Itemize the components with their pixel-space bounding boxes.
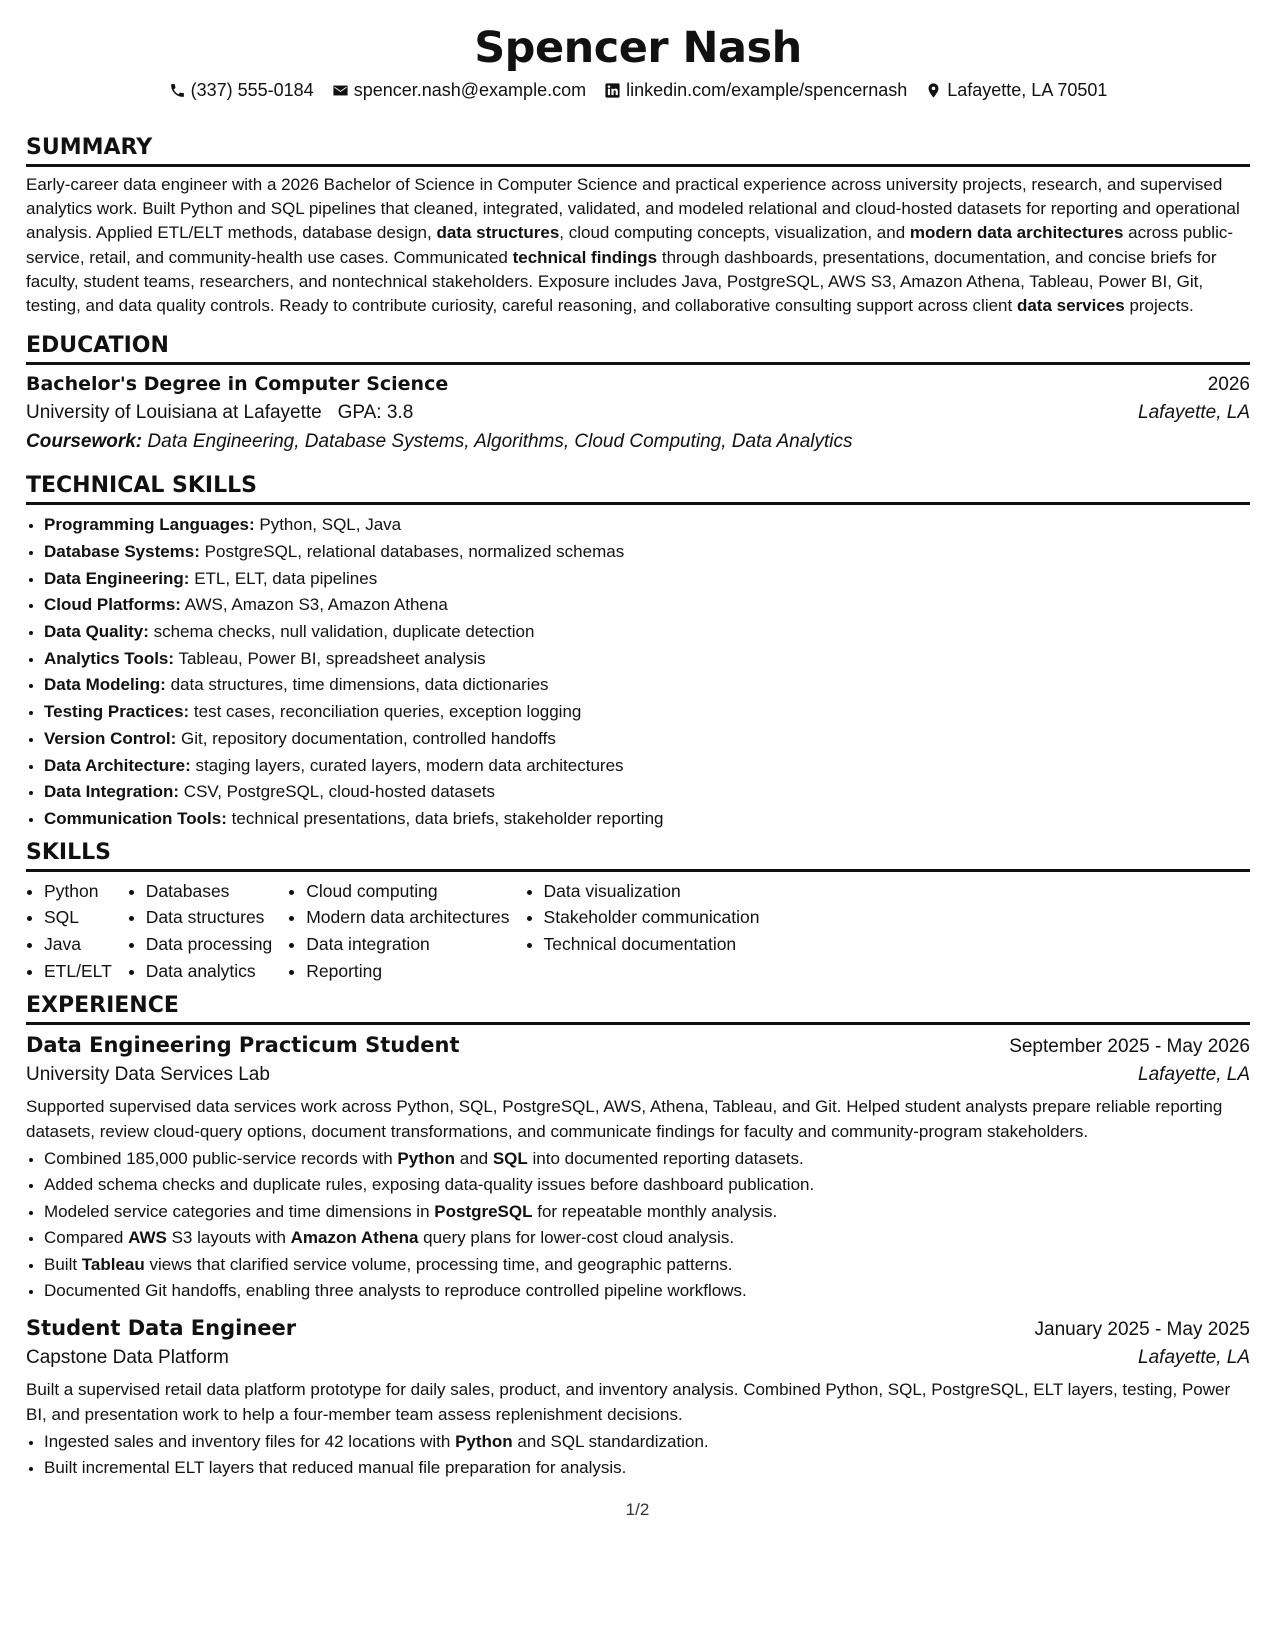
technical-skill-item: [44, 646, 1250, 673]
skills-column: [288, 878, 509, 985]
text-segment: Added schema checks and duplicate rules, exposing data-quality issues before dashboard publication.: [44, 1175, 815, 1195]
skills-column: [128, 878, 272, 985]
skill-category: Data Engineering:: [44, 568, 190, 588]
job-bullet: [44, 1278, 1250, 1304]
skill-item: • Modern data architectures: [306, 904, 509, 931]
technical-skill-item: [44, 726, 1250, 753]
job-entry: [26, 1316, 1250, 1481]
skill-item: • Data analytics: [146, 958, 272, 985]
job-organization: University Data Services Lab: [26, 1064, 270, 1086]
skill-category: Data Architecture:: [44, 755, 191, 775]
coursework-label: Coursework:: [26, 431, 143, 453]
job-location: Lafayette, LA: [1138, 1064, 1250, 1086]
job-summary: Supported supervised data services work across Python, SQL, PostgreSQL, AWS, Athena, Tableau, and Git. Helped student analysts prepare reliable reporting datasets, review cloud-query options, document transformations, and communicate findings for faculty and community-program stakeholders.: [26, 1097, 1223, 1141]
text-segment: and: [455, 1148, 493, 1168]
school-info: [26, 401, 413, 425]
text-segment: for repeatable monthly analysis.: [532, 1201, 778, 1221]
skill-values: CSV, PostgreSQL, cloud-hosted datasets: [183, 782, 496, 802]
skill-category: Programming Languages:: [44, 515, 255, 535]
skill-item: • Databases: [146, 878, 272, 905]
skill-item: • ETL/ELT: [44, 958, 112, 985]
degree-year: 2026: [1207, 374, 1250, 396]
job-title: Data Engineering Practicum Student: [26, 1033, 460, 1058]
skill-category: Analytics Tools:: [44, 648, 175, 668]
text-segment: S3 layouts with: [166, 1228, 291, 1248]
text-segment: projects.: [1124, 296, 1194, 316]
text-segment: through dashboards, presentations, documentation, and concise briefs for faculty, student teams, researchers, and nontechnical stakeholders. Exposure includes Java, PostgreSQL, AWS S3, Amazon Athena, Tableau, Power BI, Git, testing, and data quality controls. Ready to contribute curiosity, careful reasoning, and collaborative consulting support across client: [26, 247, 1217, 316]
skill-item: • SQL: [44, 904, 112, 931]
linkedin-icon: [604, 82, 621, 99]
skill-item: • Data visualization: [544, 878, 760, 905]
degree-row: [26, 373, 1250, 396]
skill-item: • Stakeholder communication: [544, 904, 760, 931]
job-org-row: [26, 1346, 1250, 1370]
job-organization: Capstone Data Platform: [26, 1347, 229, 1369]
job-bullet: [44, 1146, 1250, 1172]
contact-email[interactable]: [332, 78, 586, 102]
technical-skills-list: [26, 512, 1250, 832]
skill-values: schema checks, null validation, duplicate detection: [153, 622, 535, 642]
skill-category: Database Systems:: [44, 541, 200, 561]
text-segment: Ingested sales and inventory files for 42 locations with: [44, 1431, 456, 1451]
skill-item: • Data integration: [306, 931, 509, 958]
skills-columns: [26, 878, 1250, 985]
text-segment: Built: [44, 1254, 82, 1274]
skills-column: [26, 878, 112, 985]
experience-list: [26, 1033, 1250, 1481]
skill-values: PostgreSQL, relational databases, normalized schemas: [204, 541, 625, 561]
text-segment: across public-service, retail, and community-health use cases. Communicated: [26, 223, 1234, 267]
bold-term: data structures: [436, 223, 560, 243]
contact-phone: [169, 78, 314, 102]
skill-item: • Python: [44, 878, 112, 905]
summary-heading: SUMMARY: [26, 134, 1250, 167]
skill-values: staging layers, curated layers, modern data architectures: [195, 755, 624, 775]
skill-item: • Data processing: [146, 931, 272, 958]
bold-term: Python: [397, 1148, 456, 1168]
job-dates: January 2025 - May 2025: [1034, 1319, 1250, 1341]
technical-skill-item: [44, 672, 1250, 699]
technical-skill-item: [44, 512, 1250, 539]
text-segment: Built incremental ELT layers that reduced manual file preparation for analysis.: [44, 1458, 627, 1478]
skill-item: • Reporting: [306, 958, 509, 985]
skill-category: Data Modeling:: [44, 675, 166, 695]
bold-term: Python: [455, 1431, 513, 1451]
job-bullet: [44, 1455, 1250, 1481]
map-pin-icon: [925, 82, 942, 99]
skill-category: Testing Practices:: [44, 702, 190, 722]
email-icon: [332, 82, 349, 99]
text-segment: views that clarified service volume, processing time, and geographic patterns.: [144, 1254, 733, 1274]
bold-term: Amazon Athena: [290, 1228, 419, 1248]
job-org-row: [26, 1063, 1250, 1087]
job-dates: September 2025 - May 2026: [1009, 1036, 1250, 1058]
skill-values: data structures, time dimensions, data dictionaries: [170, 675, 549, 695]
bold-term: Tableau: [81, 1254, 145, 1274]
skill-item: • Technical documentation: [544, 931, 760, 958]
technical-skill-item: [44, 779, 1250, 806]
job-bullet: [44, 1172, 1250, 1198]
job-title-row: [26, 1033, 1250, 1058]
job-summary: Built a supervised retail data platform prototype for daily sales, product, and inventory analysis. Combined Python, SQL, PostgreSQL, ELT layers, testing, Power BI, and presentation work to help a four-member team assess replenishment decisions.: [26, 1380, 1231, 1424]
contact-location: [925, 78, 1107, 102]
technical-skill-item: [44, 806, 1250, 833]
text-segment: Combined 185,000 public-service records with: [44, 1148, 398, 1168]
text-segment: , cloud computing concepts, visualization, and: [559, 223, 910, 243]
bold-term: technical findings: [512, 247, 658, 267]
text-segment: query plans for lower-cost cloud analysis.: [418, 1228, 735, 1248]
text-segment: Early-career data engineer with a 2026 Bachelor of Science in Computer Science and practical experience across university projects, research, and supervised analytics work. Built Python and SQL pipelines that cleaned, integrated, validated, and modeled relational and cloud-hosted datasets for reporting and operational analysis. Applied ETL/ELT methods, database design,: [26, 175, 1240, 243]
contact-bar: [26, 78, 1250, 102]
candidate-name: Spencer Nash: [474, 23, 802, 73]
job-bullet: [44, 1199, 1250, 1225]
text-segment: Modeled service categories and time dimensions in: [44, 1201, 435, 1221]
degree-title: Bachelor's Degree in Computer Science: [26, 373, 449, 396]
resume-page: [26, 0, 1250, 1482]
skill-category: Version Control:: [44, 728, 177, 748]
text-segment: Documented Git handoffs, enabling three analysts to reproduce controlled pipeline workflows.: [44, 1280, 747, 1300]
skill-values: ETL, ELT, data pipelines: [194, 568, 378, 588]
job-bullet: [44, 1225, 1250, 1251]
bold-term: modern data architectures: [909, 223, 1124, 243]
skill-item: • Java: [44, 931, 112, 958]
text-segment: into documented reporting datasets.: [527, 1148, 804, 1168]
email-text[interactable]: spencer.nash@example.com: [353, 80, 587, 100]
job-bullets: [26, 1146, 1250, 1304]
skill-category: Communication Tools:: [44, 808, 227, 828]
phone-text: (337) 555-0184: [190, 80, 314, 100]
school-name: University of Louisiana at Lafayette: [26, 402, 322, 424]
school-row: [26, 401, 1250, 425]
skills-heading: SKILLS: [26, 839, 1250, 872]
technical-skill-item: [44, 753, 1250, 780]
skill-item: • Cloud computing: [306, 878, 509, 905]
skill-category: Cloud Platforms:: [44, 595, 181, 615]
experience-heading: EXPERIENCE: [26, 992, 1250, 1025]
coursework-list: Data Engineering, Database Systems, Algorithms, Cloud Computing, Data Analytics: [147, 431, 853, 453]
bold-term: data services: [1016, 296, 1125, 316]
text-segment: and SQL standardization.: [512, 1431, 709, 1451]
skill-values: Tableau, Power BI, spreadsheet analysis: [178, 648, 486, 668]
coursework-line: [26, 430, 1250, 454]
job-title-row: [26, 1316, 1250, 1341]
technical-skill-item: [44, 699, 1250, 726]
technical-skill-item: [44, 619, 1250, 646]
location-text: Lafayette, LA 70501: [947, 80, 1108, 100]
phone-icon: [169, 82, 186, 99]
skill-values: Python, SQL, Java: [259, 515, 402, 535]
technical-skill-item: [44, 566, 1250, 593]
bold-term: AWS: [128, 1228, 167, 1248]
gpa: GPA: 3.8: [337, 402, 414, 424]
skill-values: technical presentations, data briefs, stakeholder reporting: [231, 808, 664, 828]
skill-values: Git, repository documentation, controlled handoffs: [180, 728, 556, 748]
technical-skills-heading: TECHNICAL SKILLS: [26, 472, 1250, 505]
summary-paragraph: [26, 173, 1250, 318]
school-location: Lafayette, LA: [1138, 402, 1250, 424]
job-entry: [26, 1033, 1250, 1304]
job-bullet: [44, 1429, 1250, 1455]
bold-term: PostgreSQL: [434, 1201, 533, 1221]
bold-term: SQL: [492, 1148, 528, 1168]
page-number: 1/2: [625, 1500, 650, 1519]
technical-skill-item: [44, 539, 1250, 566]
technical-skill-item: [44, 592, 1250, 619]
skill-category: Data Integration:: [44, 782, 180, 802]
education-heading: EDUCATION: [26, 332, 1250, 365]
skill-category: Data Quality:: [44, 622, 149, 642]
contact-linkedin[interactable]: [604, 78, 907, 102]
job-location: Lafayette, LA: [1138, 1347, 1250, 1369]
text-segment: Compared: [44, 1228, 129, 1248]
skill-values: AWS, Amazon S3, Amazon Athena: [184, 595, 448, 615]
skill-item: • Data structures: [146, 904, 272, 931]
skills-column: [526, 878, 760, 985]
skill-values: test cases, reconciliation queries, exception logging: [193, 702, 582, 722]
job-bullet: [44, 1252, 1250, 1278]
linkedin-text[interactable]: linkedin.com/example/spencernash: [626, 80, 908, 100]
job-bullets: [26, 1429, 1250, 1482]
job-title: Student Data Engineer: [26, 1316, 297, 1341]
